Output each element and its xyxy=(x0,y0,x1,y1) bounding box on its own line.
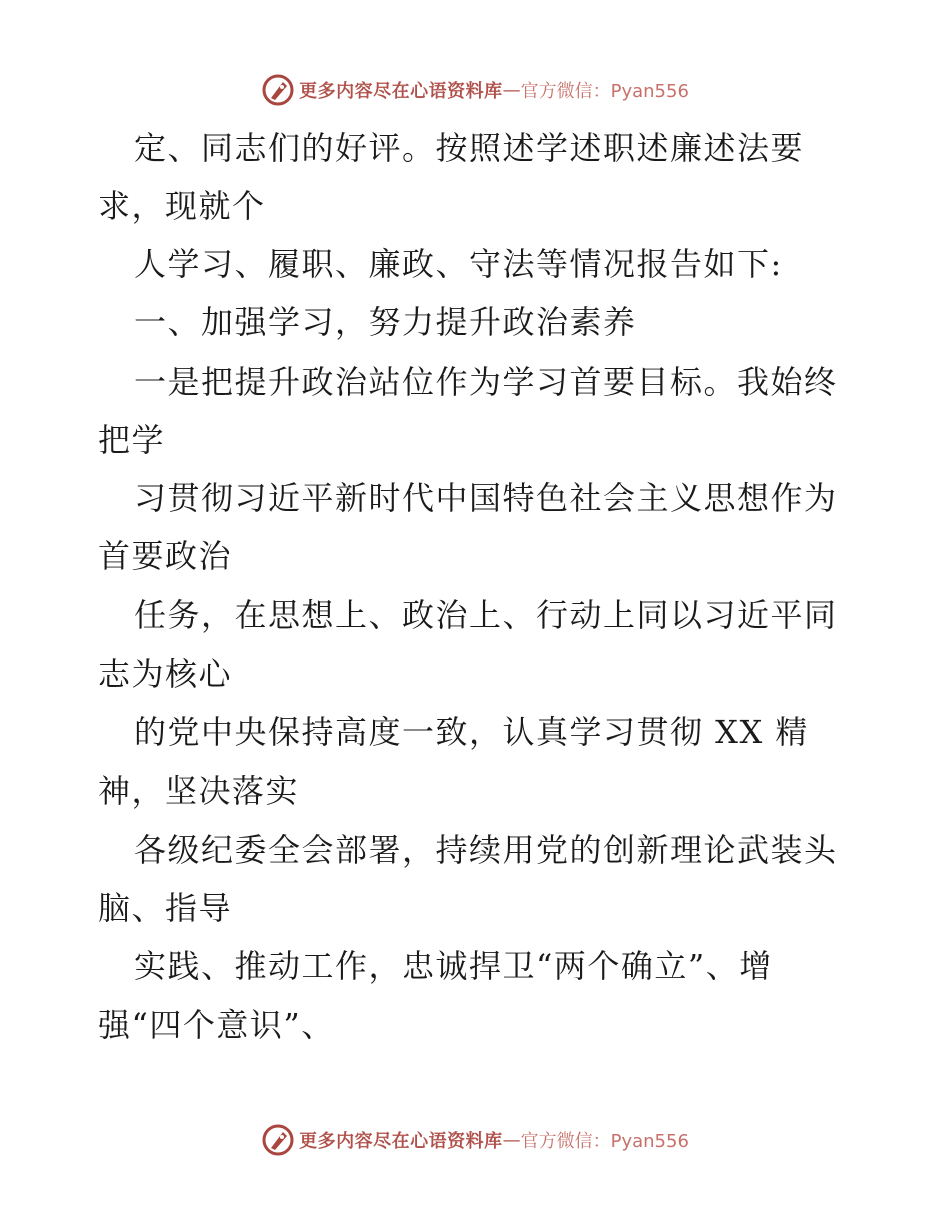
body-line: 的党中央保持高度一致，认真学习贯彻 XX 精 xyxy=(134,713,809,751)
body-line: 强“四个意识”、 xyxy=(98,1006,335,1044)
banner-contact-text: 官方微信：Pyan556 xyxy=(520,81,689,102)
banner-site-text: 更多内容尽在心语资料库 xyxy=(299,81,503,102)
pen-nib-logo-icon xyxy=(261,1123,295,1157)
banner-separator: — xyxy=(502,79,521,101)
body-line: 各级纪委全会部署，持续用党的创新理论武装头 xyxy=(134,831,838,869)
body-line: 神，坚决落实 xyxy=(98,772,300,810)
body-line: 求，现就个 xyxy=(98,187,266,225)
body-line: 定、同志们的好评。按照述学述职述廉述法要 xyxy=(134,129,805,167)
body-line: 首要政治 xyxy=(98,537,233,575)
banner-contact-text: 官方微信：Pyan556 xyxy=(520,1131,689,1152)
body-line: 一是把提升政治站位作为学习首要目标。我始终 xyxy=(134,363,838,401)
body-line: 把学 xyxy=(98,421,166,459)
body-line: 任务，在思想上、政治上、行动上同以习近平同 xyxy=(134,596,838,634)
footer-banner xyxy=(0,1120,950,1160)
section-heading: 一、加强学习，努力提升政治素养 xyxy=(134,303,637,341)
body-line: 脑、指导 xyxy=(98,889,233,927)
body-line: 习贯彻习近平新时代中国特色社会主义思想作为 xyxy=(134,479,838,517)
body-line: 志为核心 xyxy=(98,655,233,693)
banner-separator: — xyxy=(502,1129,521,1151)
banner-site-text: 更多内容尽在心语资料库 xyxy=(299,1131,503,1152)
body-line: 人学习、履职、廉政、守法等情况报告如下: xyxy=(134,245,783,283)
body-line: 实践、推动工作，忠诚捍卫“两个确立”、增 xyxy=(134,947,773,985)
